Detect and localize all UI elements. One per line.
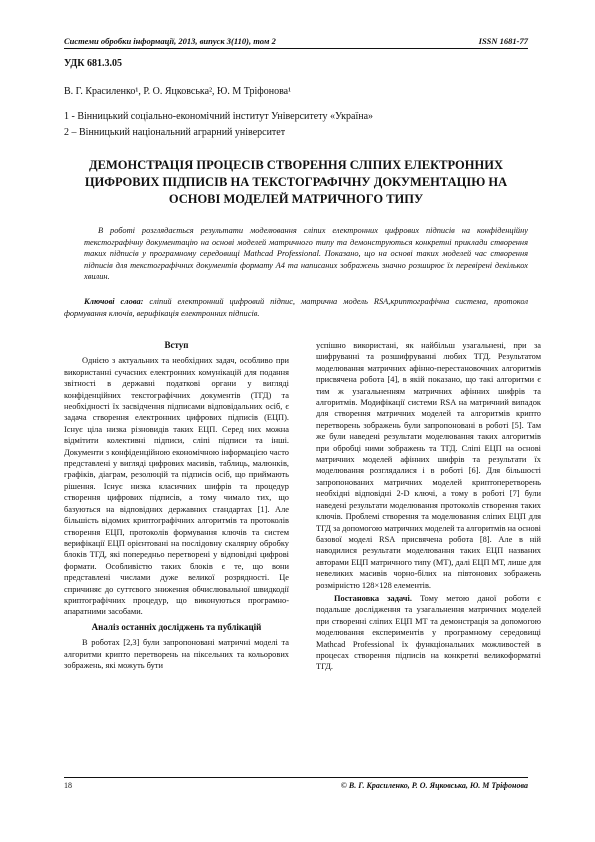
affiliation-2: 2 – Вінницький національний аграрний університет: [64, 127, 286, 138]
running-header: [64, 36, 528, 49]
analysis-continued-paragraph: успішно використані, як найбільш узагальнені, при за шифруванні та розшифруванні любих ТГД. Результатом моделювання матричних афінно-перестановочних алгоритмів присвячена робота [4], в якій показано, що такі алгоритми є тим ж узагальненням матричних афінних шифрів та алгоритмів. Модифікації системи RSA на матричний випадок для створення матричних моделей та алгоритмів крипто перетворень зображень були запропоновані в роботі [5]. Там же були наведені результати моделювання таких алгоритмів при обробці ними зображень та ТГД. Сліпі ЕЦП на основі матричних моделей афінних шифрів та результати їх моделювання розглядалися і в роботі [6]. Для більшості запропонованих матричних моделей криптоперетворень необхідні відповідні 2-D ключі, а тому в роботі [7] були наведені результати моделювання протоколів створення таких ключів. Проблемі створення та моделювання сліпих ЕЦП для ТГД за допомогою матричних моделей та алгоритмів на основі базової моделі RSA присвячена робота [8]. Але в ній наводилися результати моделювання таких ЕЦП названих авторами ЕЦП матричного типу (МТ), далі ЕЦП МТ, лише для невеликих масивів чорно-білих на півтонових зображень розмірністю 128×128 елементів.: [316, 341, 542, 590]
keywords-label: Ключові слова:: [84, 297, 144, 306]
udk-code: УДК 681.3.05: [64, 58, 122, 69]
task-text: Тому метою даної роботи є подальше дослідження та узагальнення матричних моделей при створенні сліпих ЕЦП МТ та демонстрація за допомогою моделювання експериментів у програмному середовищі Mathcad Professional їх функціональних можливостей в процесах створення підписів на конкретні великоформатні ТГД.: [316, 593, 541, 672]
left-column: [64, 340, 289, 671]
copyright: © В. Г. Красиленко, Р. О. Яцковська, Ю. М Трiфонова: [340, 781, 528, 790]
page-footer: [64, 777, 528, 790]
right-column: [316, 340, 541, 673]
paper-title: ДЕМОНСТРАЦІЯ ПРОЦЕСІВ СТВОРЕННЯ СЛІПИХ ЕЛЕКТРОННИХ ЦИФРОВИХ ПІДПИСІВ НА ТЕКСТОГРАФІЧНУ ДОКУМЕНТАЦІЮ НА ОСНОВІ МОДЕЛЕЙ МАТРИЧНОГО ТИПУ: [84, 158, 508, 206]
page-number: 18: [64, 781, 72, 790]
section-heading-analysis: Аналіз останніх досліджень та публікацій: [91, 621, 262, 632]
task-label: Постановка задачі.: [334, 593, 412, 603]
analysis-paragraph: В роботах [2,3] були запропоновані матричні моделі та алгоритми крипто перетворень на піксельних та кольорових зображень, які можуть бути: [64, 638, 289, 670]
journal-name: Системи обробки інформації, 2013, випуск 3(110), том 2: [64, 36, 276, 46]
task-paragraph: [316, 593, 541, 673]
issn: ISSN 1681-77: [478, 36, 528, 46]
intro-paragraph: Однією з актуальних та необхідних задач, особливо при використанні сучасних електронних комунікацій для подання звітності в державні податкові органи у вигляді конфіденційних текстографічних документів (ТГД) та необхідності їх засвідчення підписами відповідальних осіб, є задача створення електронних цифрових підписів (ЕЦП). Існує ціла низка різновидів таких ЕЦП. Серед них можна відмітити колективні підписи, сліпі підписи та інші. Документи з конфіденційною економічною інформацією часто представлені у вигляді цифрових масивів, таблиць, малюнків, графіків, діаграм, резолюцій та підписів осіб, що приймають рішення. Існує низка класичних шифрів та процедур створення цифрових підписів, а тому чимало тих, що базуються на відповідних державних стандартах [1]. Але більшість відомих криптографічних алгоритмів та протоколів створення ЕЦП, протоколів формування ключів та систем верифікації ЕЦП орієнтовані на послідовну скалярну обробку блоків ТГД, які попередньо перетворені у відповідні цифрові формати. Особливістю таких блоків є те, що вони представлені числами дуже великої розрядності. Це спричиняє до суттєвого зниження обчислювальної швидкодії криптографічних процедур, що виконуються програмно-апаратними засобами.: [64, 356, 289, 617]
authors-line: В. Г. Красиленко¹, Р. О. Яцковська², Ю. М Трiфонова¹: [64, 86, 292, 97]
keywords-text: сліпий електронний цифровий підпис, матрична модель RSA,криптографічна система, протокол формування ключів, верифікація електронних підписів.: [64, 297, 528, 318]
affiliation-1: 1 - Вінницький соціально-економічний інститут Університету «Україна»: [64, 111, 374, 122]
section-heading-intro: Вступ: [164, 340, 189, 350]
abstract: В роботі розглядається результати моделювання сліпих електронних цифрових підписів на конфіденційну текстографічну документацію на основі моделей матричного типу та демонструються конкретні приклади створення таких підписів у програмному середовищі Mathcad Professional. Показано, що на основі таких моделей час створення підписів для текстографічних документів формату А4 та написаних зображень значно розширює їх перевірені декількох хвилин.: [84, 226, 528, 281]
keywords: [64, 296, 528, 319]
